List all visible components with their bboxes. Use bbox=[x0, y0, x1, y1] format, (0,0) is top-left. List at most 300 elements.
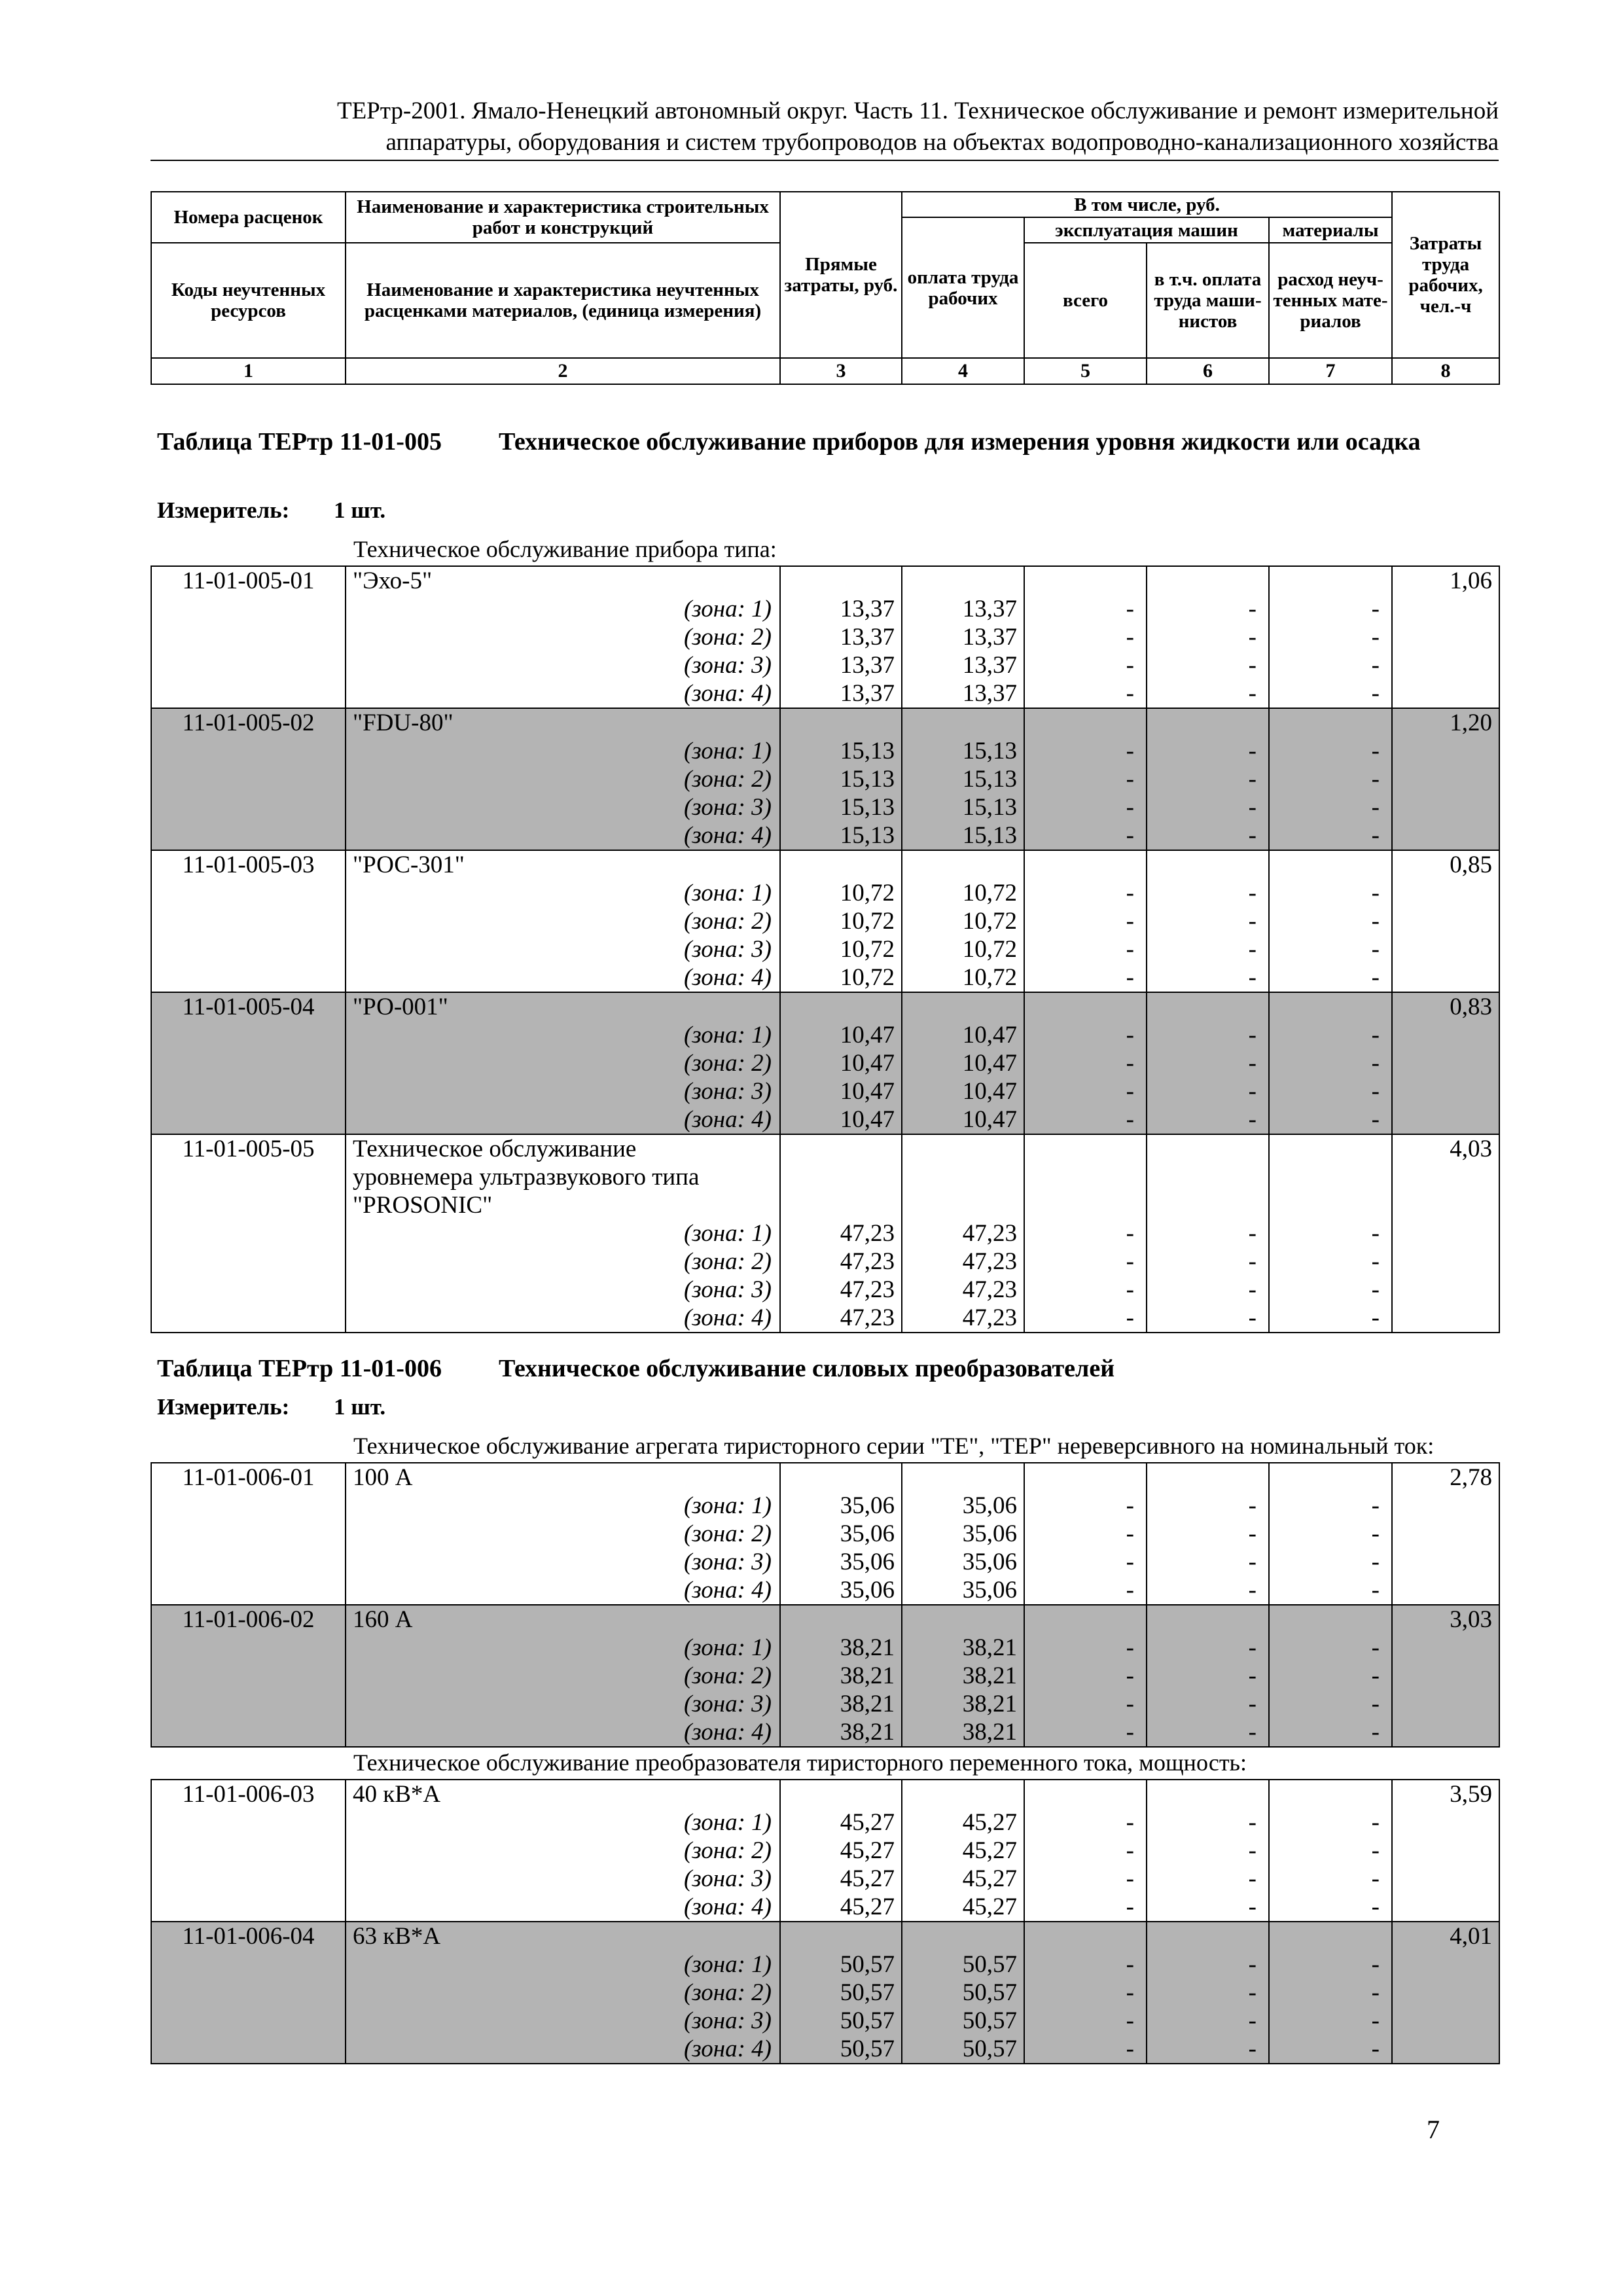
empty-cell bbox=[1024, 1605, 1147, 1634]
zone-value-col-4: 50,57 bbox=[902, 2035, 1024, 2064]
zone-value-col-4: 47,23 bbox=[902, 1304, 1024, 1333]
labor-hours bbox=[1392, 1163, 1499, 1191]
zone-value-col-6: - bbox=[1147, 1690, 1269, 1718]
zone-value-col-4: 35,06 bbox=[902, 1548, 1024, 1576]
zone-value-col-4: 35,06 bbox=[902, 1576, 1024, 1605]
zone-value-col-7: - bbox=[1269, 1548, 1392, 1576]
zone-value-col-4: 47,23 bbox=[902, 1276, 1024, 1304]
empty-cell bbox=[1147, 1163, 1269, 1191]
zone-value-col-4: 10,47 bbox=[902, 1049, 1024, 1077]
empty-cell bbox=[1024, 1163, 1147, 1191]
empty-cell bbox=[780, 1780, 902, 1808]
zone-value-col-3: 45,27 bbox=[780, 1808, 902, 1837]
zone-row bbox=[151, 1077, 1499, 1105]
zone-row bbox=[151, 651, 1499, 679]
zone-value-col-7: - bbox=[1269, 1219, 1392, 1247]
empty-cell bbox=[1269, 1463, 1392, 1492]
zone-value-col-3: 45,27 bbox=[780, 1893, 902, 1922]
zone-value-col-3: 50,57 bbox=[780, 1979, 902, 2007]
zone-value-col-5: - bbox=[1024, 1837, 1147, 1865]
rates-table-11-01-005 bbox=[151, 565, 1500, 1333]
zone-value-col-6: - bbox=[1147, 1718, 1269, 1747]
empty-cell bbox=[902, 992, 1024, 1021]
zone-row bbox=[151, 1276, 1499, 1304]
meter-value: 1 шт. bbox=[334, 1394, 386, 1420]
zone-value-col-5: - bbox=[1024, 623, 1147, 651]
labor-hours bbox=[1392, 1191, 1499, 1219]
zone-value-col-4: 10,47 bbox=[902, 1021, 1024, 1049]
labor-hours bbox=[1392, 2007, 1499, 2035]
zone-label: (зона: 1) bbox=[346, 737, 780, 765]
zone-label: (зона: 2) bbox=[346, 1979, 780, 2007]
labor-hours bbox=[1392, 1276, 1499, 1304]
header-col4: оплата труда рабочих bbox=[902, 217, 1024, 358]
zone-row bbox=[151, 1950, 1499, 1979]
meter-label: Измеритель: bbox=[157, 1394, 290, 1420]
zone-value-col-6: - bbox=[1147, 1634, 1269, 1662]
zone-value-col-6: - bbox=[1147, 1219, 1269, 1247]
zone-row bbox=[151, 879, 1499, 907]
empty-cell bbox=[1024, 566, 1147, 595]
labor-hours bbox=[1392, 737, 1499, 765]
zone-value-col-3: 38,21 bbox=[780, 1634, 902, 1662]
header-num-4: 4 bbox=[902, 358, 1024, 384]
empty-cell bbox=[780, 1463, 902, 1492]
zone-value-col-5: - bbox=[1024, 1492, 1147, 1520]
rate-name: "РОС-301" bbox=[346, 850, 780, 879]
zone-value-col-7: - bbox=[1269, 1865, 1392, 1893]
zone-value-col-6: - bbox=[1147, 2035, 1269, 2064]
zone-label: (зона: 2) bbox=[346, 1049, 780, 1077]
rate-code: 11-01-006-04 bbox=[151, 1922, 346, 1950]
labor-hours bbox=[1392, 679, 1499, 708]
labor-hours: 3,59 bbox=[1392, 1780, 1499, 1808]
header-col7: расход неуч-тенных мате-риалов bbox=[1269, 243, 1392, 358]
labor-hours bbox=[1392, 651, 1499, 679]
zone-value-col-6: - bbox=[1147, 907, 1269, 935]
zone-row bbox=[151, 1865, 1499, 1893]
empty-cell bbox=[902, 1922, 1024, 1950]
labor-hours bbox=[1392, 623, 1499, 651]
empty-cell bbox=[780, 992, 902, 1021]
zone-value-col-6: - bbox=[1147, 1520, 1269, 1548]
labor-hours bbox=[1392, 1520, 1499, 1548]
rate-code bbox=[151, 1049, 346, 1077]
zone-label: (зона: 3) bbox=[346, 1276, 780, 1304]
zone-value-col-3: 35,06 bbox=[780, 1520, 902, 1548]
zone-value-col-7: - bbox=[1269, 1634, 1392, 1662]
zone-value-col-4: 45,27 bbox=[902, 1865, 1024, 1893]
rate-name-row bbox=[151, 708, 1499, 737]
rate-code bbox=[151, 1304, 346, 1333]
labor-hours bbox=[1392, 595, 1499, 623]
empty-cell bbox=[1147, 1780, 1269, 1808]
empty-cell bbox=[1147, 1463, 1269, 1492]
empty-cell bbox=[1269, 1922, 1392, 1950]
empty-cell bbox=[1269, 1163, 1392, 1191]
zone-label: (зона: 2) bbox=[346, 1247, 780, 1276]
zone-value-col-3: 38,21 bbox=[780, 1690, 902, 1718]
empty-cell bbox=[780, 708, 902, 737]
labor-hours bbox=[1392, 821, 1499, 850]
labor-hours bbox=[1392, 1893, 1499, 1922]
zone-value-col-6: - bbox=[1147, 623, 1269, 651]
zone-row bbox=[151, 765, 1499, 793]
rate-code: 11-01-005-05 bbox=[151, 1134, 346, 1163]
rate-code bbox=[151, 821, 346, 850]
empty-cell bbox=[780, 1191, 902, 1219]
zone-value-col-3: 50,57 bbox=[780, 2007, 902, 2035]
zone-value-col-3: 10,72 bbox=[780, 907, 902, 935]
zone-value-col-5: - bbox=[1024, 1979, 1147, 2007]
zone-label: (зона: 4) bbox=[346, 963, 780, 992]
empty-cell bbox=[1024, 1780, 1147, 1808]
zone-value-col-5: - bbox=[1024, 1077, 1147, 1105]
zone-value-col-3: 35,06 bbox=[780, 1492, 902, 1520]
header-materials: материалы bbox=[1269, 217, 1392, 243]
empty-cell bbox=[780, 1134, 902, 1163]
zone-value-col-3: 50,57 bbox=[780, 1950, 902, 1979]
header-col2-top: Наименование и характеристика строительных работ и конструкций bbox=[346, 192, 780, 243]
zone-label: (зона: 1) bbox=[346, 1021, 780, 1049]
empty-cell bbox=[902, 1191, 1024, 1219]
empty-cell bbox=[902, 1134, 1024, 1163]
zone-value-col-6: - bbox=[1147, 2007, 1269, 2035]
zone-value-col-7: - bbox=[1269, 1049, 1392, 1077]
header-incl: В том числе, руб. bbox=[902, 192, 1392, 217]
zone-label: (зона: 1) bbox=[346, 595, 780, 623]
zone-value-col-3: 15,13 bbox=[780, 765, 902, 793]
zone-label: (зона: 2) bbox=[346, 907, 780, 935]
empty-cell bbox=[1024, 1463, 1147, 1492]
rate-code bbox=[151, 623, 346, 651]
zone-value-col-7: - bbox=[1269, 1718, 1392, 1747]
labor-hours bbox=[1392, 793, 1499, 821]
zone-label: (зона: 4) bbox=[346, 2035, 780, 2064]
rate-name: 160 А bbox=[346, 1605, 780, 1634]
zone-value-col-7: - bbox=[1269, 651, 1392, 679]
zone-value-col-7: - bbox=[1269, 1690, 1392, 1718]
zone-label: (зона: 3) bbox=[346, 935, 780, 963]
zone-value-col-6: - bbox=[1147, 1304, 1269, 1333]
labor-hours bbox=[1392, 1049, 1499, 1077]
zone-row bbox=[151, 1520, 1499, 1548]
zone-row bbox=[151, 1662, 1499, 1690]
rate-code bbox=[151, 935, 346, 963]
rates-table-11-01-006-agregat bbox=[151, 1462, 1500, 1748]
zone-row bbox=[151, 1247, 1499, 1276]
rate-code bbox=[151, 765, 346, 793]
labor-hours: 1,20 bbox=[1392, 708, 1499, 737]
section-number: Таблица ТЕРтр 11-01-005 bbox=[157, 428, 442, 456]
labor-hours bbox=[1392, 1950, 1499, 1979]
zone-row bbox=[151, 623, 1499, 651]
zone-value-col-3: 47,23 bbox=[780, 1276, 902, 1304]
zone-value-col-3: 47,23 bbox=[780, 1304, 902, 1333]
zone-label: (зона: 3) bbox=[346, 793, 780, 821]
empty-cell bbox=[902, 1605, 1024, 1634]
labor-hours bbox=[1392, 879, 1499, 907]
rate-code bbox=[151, 1219, 346, 1247]
zone-value-col-5: - bbox=[1024, 935, 1147, 963]
zone-value-col-4: 35,06 bbox=[902, 1492, 1024, 1520]
zone-value-col-6: - bbox=[1147, 595, 1269, 623]
rate-name-row bbox=[151, 1463, 1499, 1492]
zone-value-col-4: 10,47 bbox=[902, 1077, 1024, 1105]
rate-name-row bbox=[151, 566, 1499, 595]
zone-value-col-6: - bbox=[1147, 1662, 1269, 1690]
zone-row bbox=[151, 1049, 1499, 1077]
rate-name-row bbox=[151, 1605, 1499, 1634]
zone-value-col-6: - bbox=[1147, 1979, 1269, 2007]
rate-code: 11-01-005-03 bbox=[151, 850, 346, 879]
labor-hours bbox=[1392, 1662, 1499, 1690]
zone-value-col-4: 15,13 bbox=[902, 821, 1024, 850]
rate-code bbox=[151, 1021, 346, 1049]
zone-row bbox=[151, 1548, 1499, 1576]
labor-hours bbox=[1392, 2035, 1499, 2064]
zone-value-col-5: - bbox=[1024, 765, 1147, 793]
zone-row bbox=[151, 1808, 1499, 1837]
labor-hours bbox=[1392, 1492, 1499, 1520]
zone-row bbox=[151, 1304, 1499, 1333]
zone-value-col-7: - bbox=[1269, 1492, 1392, 1520]
rate-code bbox=[151, 737, 346, 765]
zone-value-col-6: - bbox=[1147, 1247, 1269, 1276]
zone-value-col-6: - bbox=[1147, 1105, 1269, 1134]
zone-value-col-7: - bbox=[1269, 595, 1392, 623]
zone-value-col-6: - bbox=[1147, 821, 1269, 850]
header-num-8: 8 bbox=[1392, 358, 1499, 384]
zone-value-col-3: 45,27 bbox=[780, 1865, 902, 1893]
zone-value-col-3: 38,21 bbox=[780, 1718, 902, 1747]
rate-code bbox=[151, 907, 346, 935]
zone-row bbox=[151, 2035, 1499, 2064]
empty-cell bbox=[902, 708, 1024, 737]
zone-label: (зона: 2) bbox=[346, 1520, 780, 1548]
zone-value-col-7: - bbox=[1269, 1979, 1392, 2007]
rate-name: 40 кВ*А bbox=[346, 1780, 780, 1808]
zone-value-col-4: 50,57 bbox=[902, 2007, 1024, 2035]
zone-label: (зона: 2) bbox=[346, 765, 780, 793]
rate-code bbox=[151, 1548, 346, 1576]
meter-label: Измеритель: bbox=[157, 497, 290, 523]
zone-value-col-3: 10,72 bbox=[780, 963, 902, 992]
header-col2-bottom: Наименование и характеристика неучтенных расценками материалов, (единица измерения) bbox=[346, 243, 780, 358]
zone-value-col-3: 13,37 bbox=[780, 679, 902, 708]
rate-code: 11-01-005-04 bbox=[151, 992, 346, 1021]
zone-label: (зона: 4) bbox=[346, 1893, 780, 1922]
zone-value-col-6: - bbox=[1147, 1276, 1269, 1304]
labor-hours bbox=[1392, 935, 1499, 963]
empty-cell bbox=[1024, 1134, 1147, 1163]
zone-value-col-5: - bbox=[1024, 1219, 1147, 1247]
empty-cell bbox=[1147, 992, 1269, 1021]
zone-row bbox=[151, 907, 1499, 935]
zone-value-col-3: 35,06 bbox=[780, 1576, 902, 1605]
zone-value-col-5: - bbox=[1024, 1808, 1147, 1837]
empty-cell bbox=[1269, 708, 1392, 737]
zone-value-col-7: - bbox=[1269, 1662, 1392, 1690]
zone-value-col-6: - bbox=[1147, 1049, 1269, 1077]
zone-value-col-3: 10,47 bbox=[780, 1077, 902, 1105]
zone-value-col-6: - bbox=[1147, 1492, 1269, 1520]
zone-value-col-4: 47,23 bbox=[902, 1247, 1024, 1276]
rate-code bbox=[151, 1662, 346, 1690]
header-col3: Прямые затраты, руб. bbox=[780, 192, 902, 358]
zone-value-col-4: 10,72 bbox=[902, 879, 1024, 907]
rate-code bbox=[151, 1576, 346, 1605]
zone-value-col-7: - bbox=[1269, 821, 1392, 850]
rate-name: "Эхо-5" bbox=[346, 566, 780, 595]
labor-hours: 0,85 bbox=[1392, 850, 1499, 879]
zone-label: (зона: 3) bbox=[346, 1690, 780, 1718]
zone-label: (зона: 1) bbox=[346, 1219, 780, 1247]
zone-value-col-7: - bbox=[1269, 1077, 1392, 1105]
labor-hours bbox=[1392, 963, 1499, 992]
empty-cell bbox=[780, 1605, 902, 1634]
empty-cell bbox=[1147, 566, 1269, 595]
empty-cell bbox=[1147, 708, 1269, 737]
zone-value-col-5: - bbox=[1024, 1049, 1147, 1077]
section-title-11-01-005 bbox=[157, 427, 1499, 487]
zone-row bbox=[151, 1690, 1499, 1718]
empty-cell bbox=[1024, 1191, 1147, 1219]
labor-hours bbox=[1392, 1865, 1499, 1893]
rate-code bbox=[151, 1718, 346, 1747]
rate-name: 63 кВ*А bbox=[346, 1922, 780, 1950]
zone-value-col-4: 47,23 bbox=[902, 1219, 1024, 1247]
labor-hours bbox=[1392, 1247, 1499, 1276]
header-num-3: 3 bbox=[780, 358, 902, 384]
header-col5: всего bbox=[1024, 243, 1147, 358]
header-num-2: 2 bbox=[346, 358, 780, 384]
zone-value-col-7: - bbox=[1269, 2035, 1392, 2064]
zone-label: (зона: 2) bbox=[346, 1662, 780, 1690]
zone-value-col-6: - bbox=[1147, 935, 1269, 963]
zone-label: (зона: 3) bbox=[346, 1865, 780, 1893]
zone-row bbox=[151, 1219, 1499, 1247]
zone-row bbox=[151, 1893, 1499, 1922]
zone-value-col-4: 45,27 bbox=[902, 1837, 1024, 1865]
zone-label: (зона: 4) bbox=[346, 1105, 780, 1134]
zone-value-col-6: - bbox=[1147, 1077, 1269, 1105]
zone-value-col-3: 47,23 bbox=[780, 1247, 902, 1276]
rate-name: "FDU-80" bbox=[346, 708, 780, 737]
empty-cell bbox=[780, 566, 902, 595]
page-number: 7 bbox=[1427, 2115, 1440, 2144]
rate-code: 11-01-006-03 bbox=[151, 1780, 346, 1808]
zone-value-col-5: - bbox=[1024, 1950, 1147, 1979]
labor-hours bbox=[1392, 1576, 1499, 1605]
zone-value-col-6: - bbox=[1147, 1837, 1269, 1865]
empty-cell bbox=[902, 850, 1024, 879]
zone-row bbox=[151, 1979, 1499, 2007]
rate-code: 11-01-005-01 bbox=[151, 566, 346, 595]
rate-code bbox=[151, 793, 346, 821]
labor-hours bbox=[1392, 1718, 1499, 1747]
zone-value-col-7: - bbox=[1269, 1576, 1392, 1605]
zone-value-col-5: - bbox=[1024, 1634, 1147, 1662]
zone-value-col-5: - bbox=[1024, 1520, 1147, 1548]
zone-value-col-5: - bbox=[1024, 1548, 1147, 1576]
empty-cell bbox=[780, 1922, 902, 1950]
zone-value-col-3: 13,37 bbox=[780, 595, 902, 623]
zone-value-col-6: - bbox=[1147, 879, 1269, 907]
zone-value-col-3: 38,21 bbox=[780, 1662, 902, 1690]
zone-value-col-4: 35,06 bbox=[902, 1520, 1024, 1548]
zone-label: (зона: 4) bbox=[346, 1304, 780, 1333]
header-num-1: 1 bbox=[151, 358, 346, 384]
empty-cell bbox=[780, 850, 902, 879]
zone-row bbox=[151, 1837, 1499, 1865]
zone-value-col-3: 15,13 bbox=[780, 821, 902, 850]
zone-value-col-7: - bbox=[1269, 737, 1392, 765]
rate-code: 11-01-005-02 bbox=[151, 708, 346, 737]
labor-hours bbox=[1392, 1808, 1499, 1837]
rate-code bbox=[151, 651, 346, 679]
rate-name: Техническое обслуживание bbox=[346, 1134, 780, 1163]
header-num-7: 7 bbox=[1269, 358, 1392, 384]
header-col1-bottom: Коды неучтенных ресурсов bbox=[151, 243, 346, 358]
zone-value-col-6: - bbox=[1147, 1808, 1269, 1837]
zone-value-col-5: - bbox=[1024, 2007, 1147, 2035]
empty-cell bbox=[1269, 1605, 1392, 1634]
header-machines: эксплуатация машин bbox=[1024, 217, 1269, 243]
empty-cell bbox=[1147, 1922, 1269, 1950]
zone-row bbox=[151, 1576, 1499, 1605]
zone-value-col-6: - bbox=[1147, 651, 1269, 679]
zone-value-col-4: 45,27 bbox=[902, 1893, 1024, 1922]
labor-hours bbox=[1392, 1837, 1499, 1865]
zone-value-col-5: - bbox=[1024, 595, 1147, 623]
rate-name: уровнемера ультразвукового типа bbox=[346, 1163, 780, 1191]
zone-value-col-3: 15,13 bbox=[780, 793, 902, 821]
rate-code bbox=[151, 595, 346, 623]
zone-row bbox=[151, 935, 1499, 963]
zone-value-col-3: 13,37 bbox=[780, 651, 902, 679]
empty-cell bbox=[902, 1463, 1024, 1492]
empty-cell bbox=[1269, 992, 1392, 1021]
zone-value-col-7: - bbox=[1269, 907, 1392, 935]
labor-hours: 0,83 bbox=[1392, 992, 1499, 1021]
labor-hours: 2,78 bbox=[1392, 1463, 1499, 1492]
rate-code bbox=[151, 1893, 346, 1922]
zone-value-col-3: 13,37 bbox=[780, 623, 902, 651]
zone-value-col-5: - bbox=[1024, 963, 1147, 992]
zone-value-col-5: - bbox=[1024, 879, 1147, 907]
zone-row bbox=[151, 1718, 1499, 1747]
labor-hours bbox=[1392, 1304, 1499, 1333]
zone-value-col-7: - bbox=[1269, 1808, 1392, 1837]
zone-row bbox=[151, 793, 1499, 821]
zone-value-col-4: 50,57 bbox=[902, 1950, 1024, 1979]
zone-value-col-6: - bbox=[1147, 1576, 1269, 1605]
empty-cell bbox=[1269, 850, 1392, 879]
zone-value-col-4: 15,13 bbox=[902, 793, 1024, 821]
empty-cell bbox=[902, 1163, 1024, 1191]
rate-code bbox=[151, 1690, 346, 1718]
section-title: Техническое обслуживание силовых преобразователей bbox=[499, 1355, 1115, 1382]
labor-hours bbox=[1392, 1634, 1499, 1662]
zone-value-col-7: - bbox=[1269, 1021, 1392, 1049]
rate-code bbox=[151, 1492, 346, 1520]
zone-value-col-7: - bbox=[1269, 2007, 1392, 2035]
zone-value-col-7: - bbox=[1269, 1247, 1392, 1276]
running-header-line-2: аппаратуры, оборудования и систем трубопроводов на объектах водопроводно-канализационного хозяйства bbox=[385, 129, 1499, 156]
rate-code bbox=[151, 1276, 346, 1304]
rate-name-row bbox=[151, 1922, 1499, 1950]
